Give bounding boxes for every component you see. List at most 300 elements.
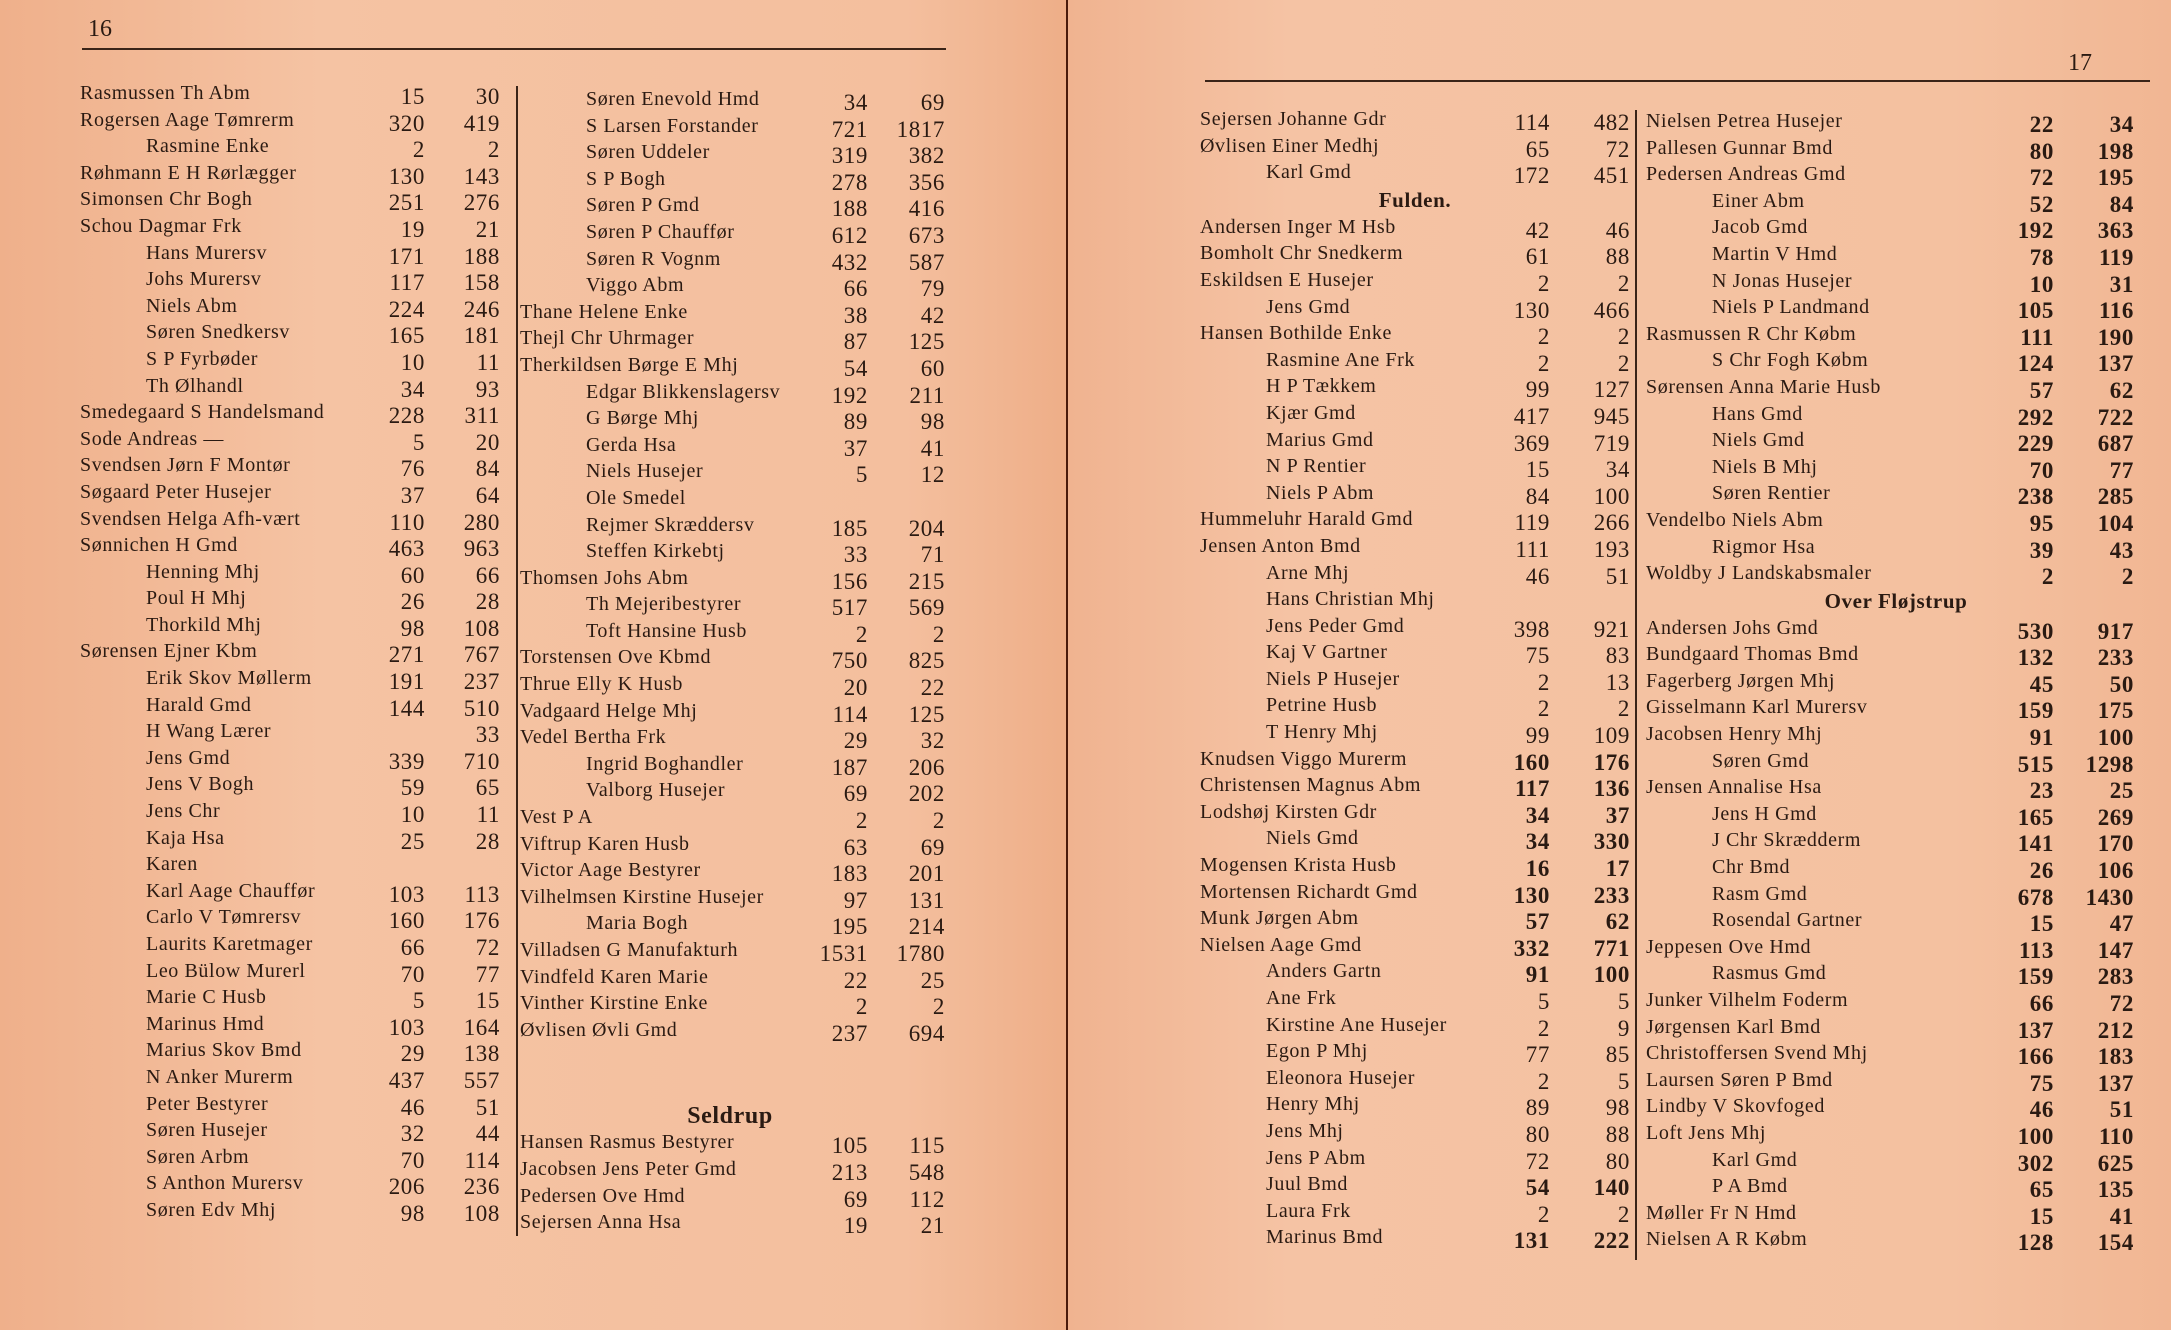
list-row — [80, 508, 500, 535]
person-name: P A Bmd — [1712, 1175, 1788, 1198]
value-2: 31 — [2109, 271, 2134, 297]
person-name: Karen — [146, 853, 198, 876]
list-row — [80, 667, 500, 694]
person-name: Mogensen Krista Husb — [1200, 854, 1397, 877]
person-name: Andersen Johs Gmd — [1646, 616, 1819, 639]
value-1: 54 — [843, 355, 868, 381]
person-name: Laurits Karetmager — [146, 933, 313, 955]
person-name: Niels Abm — [146, 294, 238, 317]
list-row — [1646, 1149, 2146, 1176]
list-row — [520, 194, 945, 222]
value-2: 222 — [1593, 1228, 1630, 1254]
person-name: Munk Jørgen Abm — [1200, 907, 1359, 930]
value-1: 185 — [831, 515, 868, 541]
value-2: 37 — [1605, 802, 1630, 828]
value-1: 5 — [855, 462, 868, 488]
value-1: 33 — [843, 542, 868, 568]
value-2: 1780 — [896, 941, 945, 966]
list-row — [520, 327, 945, 355]
section-heading: Fulden. — [1378, 187, 1452, 212]
person-name: Victor Aage Bestyrer — [520, 859, 701, 882]
list-row — [1200, 562, 1630, 589]
list-row — [1200, 1067, 1630, 1094]
person-name: Andersen Inger M Hsb — [1200, 215, 1396, 238]
value-2: 135 — [2097, 1177, 2134, 1203]
value-2: 921 — [1593, 616, 1630, 642]
value-1: 110 — [389, 509, 425, 535]
person-name: Henning Mhj — [146, 560, 260, 583]
value-2: 11 — [476, 802, 500, 828]
person-name: Kaj V Gartner — [1266, 641, 1388, 664]
spacer — [520, 1045, 940, 1103]
list-row — [1646, 137, 2146, 164]
person-name: Jens Peder Gmd — [1266, 614, 1405, 637]
value-1: 2 — [1537, 1201, 1550, 1227]
value-1: 91 — [2029, 725, 2054, 751]
value-2: 233 — [2097, 645, 2134, 671]
value-1: 678 — [2017, 884, 2054, 910]
list-row — [1646, 1175, 2146, 1202]
person-name: Poul H Mhj — [146, 587, 247, 610]
person-name: Karl Aage Chauffør — [146, 879, 316, 902]
value-1: 398 — [1513, 616, 1550, 642]
person-name: Hans Murersv — [146, 241, 268, 264]
person-name: Vilhelmsen Kirstine Husejer — [520, 885, 764, 908]
person-name: Christoffersen Svend Mhj — [1646, 1042, 1868, 1065]
value-2: 30 — [475, 84, 500, 109]
list-row — [520, 1184, 945, 1212]
person-name: Egon P Mhj — [1266, 1040, 1368, 1063]
value-1: 2 — [855, 621, 868, 647]
value-2: 12 — [920, 462, 945, 488]
value-2: 98 — [1605, 1095, 1630, 1121]
value-2: 246 — [463, 296, 500, 322]
value-1: 750 — [831, 648, 868, 674]
value-2: 127 — [1593, 377, 1630, 403]
value-2: 214 — [908, 914, 945, 940]
list-row — [1200, 108, 1630, 135]
list-row — [1200, 242, 1630, 269]
person-name: Pedersen Andreas Gmd — [1646, 163, 1846, 186]
list-row — [1646, 670, 2146, 697]
list-row — [1200, 296, 1630, 323]
list-row — [80, 481, 500, 508]
list-row — [80, 401, 500, 428]
person-name: Søgaard Peter Husejer — [80, 480, 272, 503]
person-name: Vinther Kirstine Enke — [520, 992, 709, 1015]
list-row — [1646, 429, 2146, 456]
person-name: Jens Gmd — [1266, 295, 1351, 318]
person-name: Jens P Abm — [1266, 1146, 1366, 1169]
value-2: 5 — [1617, 1068, 1630, 1094]
value-2: 72 — [2109, 991, 2134, 1016]
person-name: Hans Gmd — [1712, 402, 1803, 425]
value-1: 57 — [2029, 377, 2054, 403]
value-2: 17 — [1605, 856, 1630, 882]
value-1: 19 — [843, 1213, 868, 1239]
person-name: Jens Chr — [146, 800, 221, 823]
person-name: Thane Helene Enke — [520, 300, 688, 323]
list-row — [1200, 135, 1630, 162]
list-row — [520, 540, 945, 568]
person-name: Leo Bülow Murerl — [146, 959, 306, 982]
list-row — [520, 167, 945, 195]
value-2: 100 — [2097, 725, 2134, 751]
value-1: 1531 — [819, 941, 868, 966]
value-2: 9 — [1617, 1015, 1630, 1041]
person-name: Thejl Chr Uhrmager — [520, 327, 695, 350]
list-row — [1646, 296, 2146, 323]
person-name: Karl Gmd — [1712, 1148, 1798, 1171]
value-1: 437 — [388, 1067, 425, 1093]
value-2: 269 — [2097, 804, 2134, 830]
value-1: 144 — [388, 695, 425, 721]
person-name: Søren Husejer — [146, 1119, 268, 1142]
value-2: 51 — [2109, 1097, 2134, 1123]
value-1: 229 — [2017, 431, 2054, 457]
list-row — [1646, 883, 2146, 910]
person-name: Jeppesen Ove Hmd — [1646, 935, 1812, 958]
list-row — [1200, 1040, 1630, 1067]
person-name: Sejersen Anna Hsa — [520, 1211, 682, 1234]
value-2: 72 — [1605, 136, 1630, 162]
value-2: 767 — [463, 642, 500, 668]
list-row — [1200, 827, 1630, 854]
list-row — [1200, 375, 1630, 402]
value-1: 237 — [831, 1020, 868, 1046]
person-name: G Børge Mhj — [586, 407, 699, 430]
list-row — [1200, 1120, 1630, 1147]
value-2: 202 — [908, 781, 945, 807]
value-2: 69 — [920, 834, 945, 860]
list-row — [1200, 881, 1630, 908]
list-row — [1200, 1014, 1630, 1041]
person-name: Harald Gmd — [146, 693, 252, 716]
person-name: Anders Gartn — [1266, 960, 1382, 983]
list-row — [1646, 536, 2146, 563]
value-1: 117 — [389, 270, 425, 296]
value-1: 32 — [400, 1121, 425, 1147]
person-name: Woldby J Landskabsmaler — [1646, 562, 1872, 585]
value-2: 137 — [2097, 351, 2134, 377]
value-1: 206 — [388, 1174, 425, 1200]
value-2: 34 — [1605, 457, 1630, 483]
person-name: Rasm Gmd — [1712, 882, 1808, 905]
value-2: 154 — [2097, 1230, 2134, 1256]
value-1: 72 — [2029, 165, 2054, 191]
person-name: Einer Abm — [1712, 189, 1805, 212]
list-row — [1646, 482, 2146, 509]
value-2: 719 — [1593, 430, 1630, 456]
value-1: 5 — [412, 988, 425, 1014]
list-row — [80, 960, 500, 987]
value-1: 69 — [843, 781, 868, 807]
value-2: 60 — [920, 355, 945, 381]
list-row — [80, 454, 500, 481]
value-2: 25 — [2109, 778, 2134, 804]
value-2: 330 — [1593, 829, 1630, 855]
list-row — [1646, 349, 2146, 376]
value-1: 417 — [1513, 403, 1550, 429]
value-1: 54 — [1525, 1175, 1550, 1201]
value-1: 37 — [843, 435, 868, 461]
value-2: 43 — [2109, 537, 2134, 563]
person-name: Nielsen Petrea Husejer — [1646, 110, 1843, 132]
value-2: 88 — [1605, 1121, 1630, 1147]
person-name: Søren P Chauffør — [586, 220, 735, 243]
person-name: Søren Rentier — [1712, 482, 1831, 505]
list-row — [520, 1131, 945, 1159]
person-name: Rasmus Gmd — [1712, 962, 1827, 985]
person-name: Pedersen Ove Hmd — [520, 1184, 686, 1207]
value-1: 63 — [843, 834, 868, 860]
value-2: 114 — [464, 1147, 500, 1173]
value-2: 25 — [920, 967, 945, 993]
person-name: Sejersen Johanne Gdr — [1200, 108, 1387, 130]
value-2: 46 — [1605, 217, 1630, 243]
value-2: 183 — [2097, 1044, 2134, 1070]
list-row — [80, 1199, 500, 1226]
list-row — [1646, 1202, 2146, 1229]
value-2: 15 — [475, 988, 500, 1014]
person-name: S Larsen Forstander — [586, 114, 759, 137]
value-1: 156 — [831, 568, 868, 594]
person-name: Søren Gmd — [1712, 749, 1810, 772]
value-2: 71 — [920, 542, 945, 568]
value-2: 109 — [1593, 723, 1630, 749]
value-1: 26 — [2029, 858, 2054, 884]
value-1: 132 — [2017, 645, 2054, 671]
list-row — [1200, 508, 1630, 535]
value-1: 15 — [1525, 457, 1550, 483]
list-row — [520, 220, 945, 248]
person-name: Søren Arbm — [146, 1145, 250, 1168]
person-name: Thrue Elly K Husb — [520, 673, 683, 696]
value-1: 57 — [1525, 909, 1550, 935]
header-rule — [82, 48, 946, 50]
value-1: 75 — [1525, 643, 1550, 669]
value-2: 28 — [475, 589, 500, 615]
value-1: 29 — [843, 728, 868, 754]
list-row — [1646, 243, 2146, 270]
person-name: J Chr Skrædderm — [1712, 829, 1861, 852]
person-name: Vindfeld Karen Marie — [520, 965, 709, 988]
value-2: 66 — [475, 562, 500, 588]
list-row — [1646, 1095, 2146, 1122]
value-1: 238 — [2017, 484, 2054, 510]
list-row — [1200, 535, 1630, 562]
value-1: 141 — [2017, 831, 2054, 857]
list-row — [80, 587, 500, 614]
person-name: Laura Frk — [1266, 1199, 1351, 1222]
value-1: 278 — [831, 169, 868, 195]
value-1: 70 — [2029, 457, 2054, 483]
header-rule — [1205, 80, 2150, 82]
value-2: 963 — [463, 536, 500, 562]
list-row — [80, 614, 500, 641]
list-row — [520, 566, 945, 594]
value-2: 108 — [463, 615, 500, 641]
value-1: 166 — [2017, 1044, 2054, 1070]
list-row — [1646, 1069, 2146, 1096]
value-2: 2 — [1617, 696, 1630, 722]
list-row — [1200, 402, 1630, 429]
value-1: 183 — [831, 861, 868, 887]
person-name: Martin V Hmd — [1712, 242, 1838, 265]
list-row — [80, 1146, 500, 1173]
person-name: S P Fyrbøder — [146, 347, 259, 370]
list-row — [1646, 776, 2146, 803]
value-1: 59 — [400, 775, 425, 801]
value-1: 34 — [843, 90, 868, 115]
list-row — [1200, 161, 1630, 188]
person-name: Jensen Anton Bmd — [1200, 534, 1361, 557]
list-row — [520, 619, 945, 647]
value-2: 136 — [1593, 776, 1630, 802]
list-row — [520, 912, 945, 940]
list-row — [80, 853, 500, 880]
value-2: 65 — [475, 775, 500, 801]
person-name: Th Ølhandl — [146, 374, 244, 397]
list-row — [1200, 987, 1630, 1014]
person-name: Jørgensen Karl Bmd — [1646, 1015, 1821, 1038]
list-row — [1200, 801, 1630, 828]
list-row — [1646, 270, 2146, 297]
value-1: 15 — [400, 84, 425, 109]
value-2: 2 — [487, 137, 500, 163]
list-row — [1200, 774, 1630, 801]
value-1: 20 — [843, 675, 868, 701]
person-name: Nielsen A R Købm — [1646, 1228, 1808, 1251]
value-1: 103 — [388, 1014, 425, 1040]
person-name: Torstensen Ove Kbmd — [520, 646, 712, 669]
value-2: 2 — [932, 621, 945, 647]
person-name: Søren Uddeler — [586, 141, 710, 164]
value-1: 5 — [412, 429, 425, 455]
list-row — [1646, 323, 2146, 350]
value-2: 51 — [1605, 563, 1630, 589]
person-name: Junker Vilhelm Foderm — [1646, 989, 1849, 1011]
value-1: 89 — [1525, 1095, 1550, 1121]
section-heading: Over Fløjstrup — [1824, 588, 1968, 613]
value-2: 356 — [908, 169, 945, 195]
person-name: Steffen Kirkebtj — [586, 540, 725, 563]
value-2: 34 — [2109, 112, 2134, 137]
list-row — [1646, 1122, 2146, 1149]
value-2: 201 — [908, 861, 945, 887]
value-1: 271 — [388, 642, 425, 668]
value-1: 10 — [2029, 271, 2054, 297]
list-row — [1200, 269, 1630, 296]
list-row — [80, 1066, 500, 1093]
list-row — [1200, 1226, 1630, 1253]
value-1: 42 — [1525, 217, 1550, 243]
column-1 — [1200, 108, 1630, 1253]
list-row — [1646, 1228, 2146, 1255]
column-divider — [1635, 110, 1637, 1260]
person-name: Maria Bogh — [586, 912, 689, 935]
person-name: Jacobsen Henry Mhj — [1646, 723, 1823, 746]
person-name: Jens V Bogh — [146, 773, 255, 796]
list-row — [80, 1013, 500, 1040]
value-2: 104 — [2097, 510, 2134, 536]
list-row — [80, 720, 500, 747]
value-2: 510 — [463, 695, 500, 721]
value-1: 111 — [1515, 536, 1550, 562]
value-1: 70 — [400, 1147, 425, 1173]
person-name: Marius Gmd — [1266, 428, 1374, 451]
value-1: 213 — [831, 1159, 868, 1185]
list-row — [80, 268, 500, 295]
value-1: 87 — [843, 329, 868, 355]
value-2: 137 — [2097, 1070, 2134, 1096]
person-name: Ingrid Boghandler — [586, 752, 744, 775]
list-row — [1646, 909, 2146, 936]
person-name: H P Tækkem — [1266, 375, 1377, 398]
value-1: 195 — [831, 914, 868, 940]
value-1: 97 — [843, 887, 868, 913]
value-2: 195 — [2097, 165, 2134, 191]
value-1: 46 — [400, 1094, 425, 1120]
value-2: 419 — [463, 110, 500, 136]
value-2: 44 — [475, 1121, 500, 1147]
value-1: 2 — [1537, 270, 1550, 296]
person-name: Simonsen Chr Bogh — [80, 188, 253, 211]
value-1: 46 — [2029, 1097, 2054, 1123]
value-1: 80 — [1525, 1121, 1550, 1147]
list-row — [1200, 854, 1630, 881]
value-2: 62 — [1605, 909, 1630, 935]
list-row — [80, 747, 500, 774]
value-2: 112 — [909, 1186, 945, 1212]
value-1: 69 — [843, 1186, 868, 1212]
value-2: 175 — [2097, 698, 2134, 724]
list-row — [1200, 960, 1630, 987]
person-name: Rasmine Ane Frk — [1266, 348, 1415, 371]
value-2: 100 — [1593, 483, 1630, 509]
value-2: 482 — [1593, 110, 1630, 135]
person-name: Jacob Gmd — [1712, 216, 1808, 239]
person-name: Sønnichen H Gmd — [80, 534, 238, 557]
list-row — [520, 673, 945, 701]
list-row — [1646, 376, 2146, 403]
person-name: Eleonora Husejer — [1266, 1066, 1415, 1089]
list-row — [520, 752, 945, 780]
person-name: Søren R Vognm — [586, 247, 721, 270]
list-row — [1200, 641, 1630, 668]
value-1: 19 — [400, 216, 425, 242]
value-1: 191 — [388, 669, 425, 695]
value-2: 2 — [1617, 350, 1630, 376]
person-name: Rasmussen R Chr Købm — [1646, 322, 1857, 345]
list-row — [1200, 322, 1630, 349]
value-1: 130 — [1513, 882, 1550, 908]
person-name: Niels Gmd — [1266, 827, 1359, 850]
list-row — [520, 300, 945, 328]
person-name: Vadgaard Helge Mhj — [520, 699, 698, 722]
value-2: 131 — [908, 887, 945, 913]
list-row — [80, 534, 500, 561]
value-2: 188 — [463, 243, 500, 269]
person-name: Bundgaard Thomas Bmd — [1646, 643, 1859, 666]
value-2: 98 — [920, 409, 945, 435]
column-2 — [1646, 110, 2146, 1255]
list-row — [1646, 750, 2146, 777]
value-2: 32 — [920, 728, 945, 754]
list-row — [1200, 429, 1630, 456]
value-2: 80 — [1605, 1148, 1630, 1174]
value-2: 2 — [1617, 324, 1630, 350]
